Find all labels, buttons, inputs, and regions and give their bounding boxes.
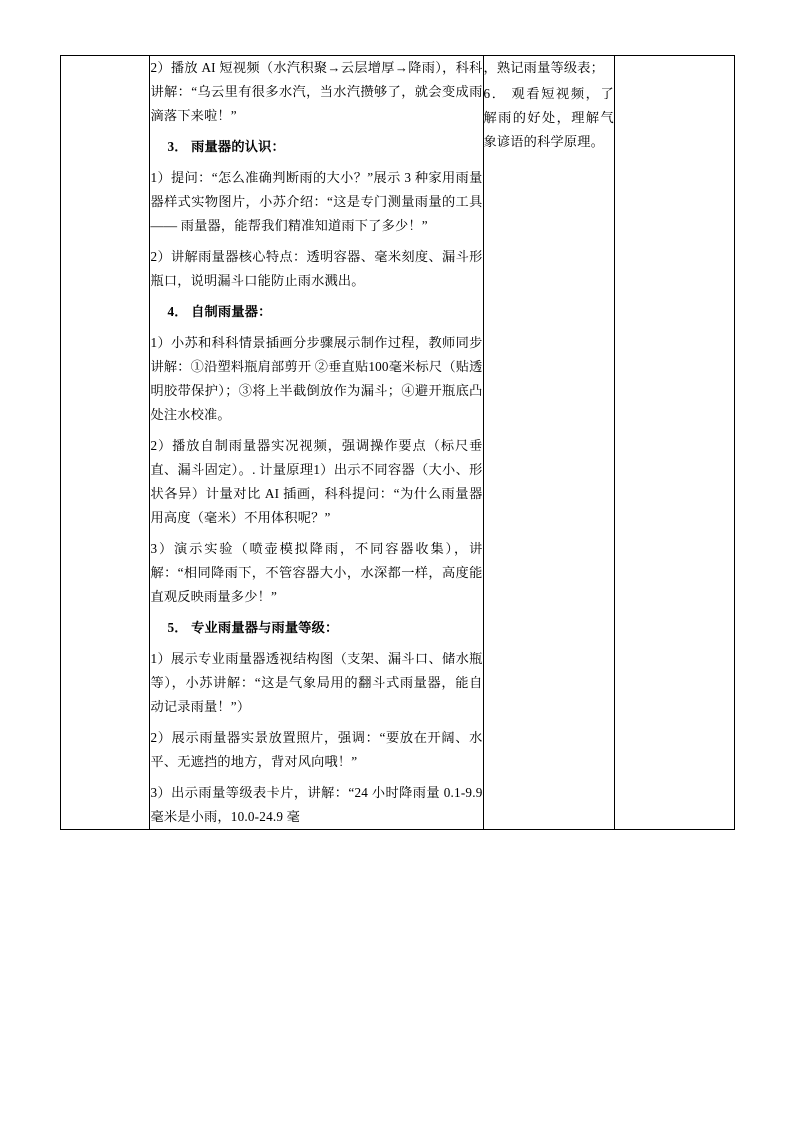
paragraph: 1）提问：“怎么准确判断雨的大小？”展示 3 种家用雨量器样式实物图片，小苏介绍：“这是专门测量雨量的工具 —— 雨量器，能帮我们精准知道雨下了多少！” [150, 170, 483, 234]
paragraph: 2）展示雨量器实景放置照片，强调：“要放在开阔、水平、无遮挡的地方，背对风向哦！” [150, 730, 483, 770]
notes-cell [483, 56, 614, 830]
section-heading: 5． 专业雨量器与雨量等级： [167, 620, 339, 636]
section-heading: 3． 雨量器的认识： [167, 139, 285, 155]
paragraph: 3）出示雨量等级表卡片，讲解：“24 小时降雨量 0.1-9.9 毫米是小雨，10.0-24.9 毫 [150, 785, 483, 825]
paragraph: 3）演示实验（喷壶模拟降雨，不同容器收集），讲解：“相同降雨下，不管容器大小，水深都一样，高度能直观反映雨量多少！” [150, 541, 483, 605]
main-content-cell [150, 56, 483, 830]
paragraph: 2）播放自制雨量器实况视频，强调操作要点（标尺垂直、漏斗固定）。. 计量原理1）出示不同容器（大小、形状各异）计量对比 AI 插画，科科提问：“为什么雨量器用高度（毫米）不用体积呢？” [150, 438, 483, 526]
right-blank-cell [614, 56, 734, 830]
paragraph: 1）展示专业雨量器透视结构图（支架、漏斗口、储水瓶等），小苏讲解：“这是气象局用的翻斗式雨量器，能自动记录雨量！”） [150, 651, 483, 715]
paragraph: 2）讲解雨量器核心特点：透明容器、毫米刻度、漏斗形瓶口，说明漏斗口能防止雨水溅出。 [150, 249, 483, 289]
notes-paragraph: 6． 观看短视频，了解雨的好处，理解气象谚语的科学原理。 [483, 86, 614, 150]
left-blank-cell [61, 56, 150, 830]
lesson-plan-table [60, 55, 735, 830]
paragraph: 1）小苏和科科情景插画分步骤展示制作过程，教师同步讲解：①沿塑料瓶肩部剪开 ②垂直贴100毫米标尺（贴透明胶带保护）；③将上半截倒放作为漏斗；④避开瓶底凸处注水校准。 [150, 335, 483, 423]
paragraph: 2）播放 AI 短视频（水汽积聚→云层增厚→降雨），科科讲解：“乌云里有很多水汽，当水汽攒够了，就会变成雨滴落下来啦！” [150, 60, 483, 124]
notes-paragraph: ，熟记雨量等级表； [483, 60, 605, 75]
table-row [61, 56, 735, 830]
section-heading: 4． 自制雨量器： [167, 304, 272, 320]
